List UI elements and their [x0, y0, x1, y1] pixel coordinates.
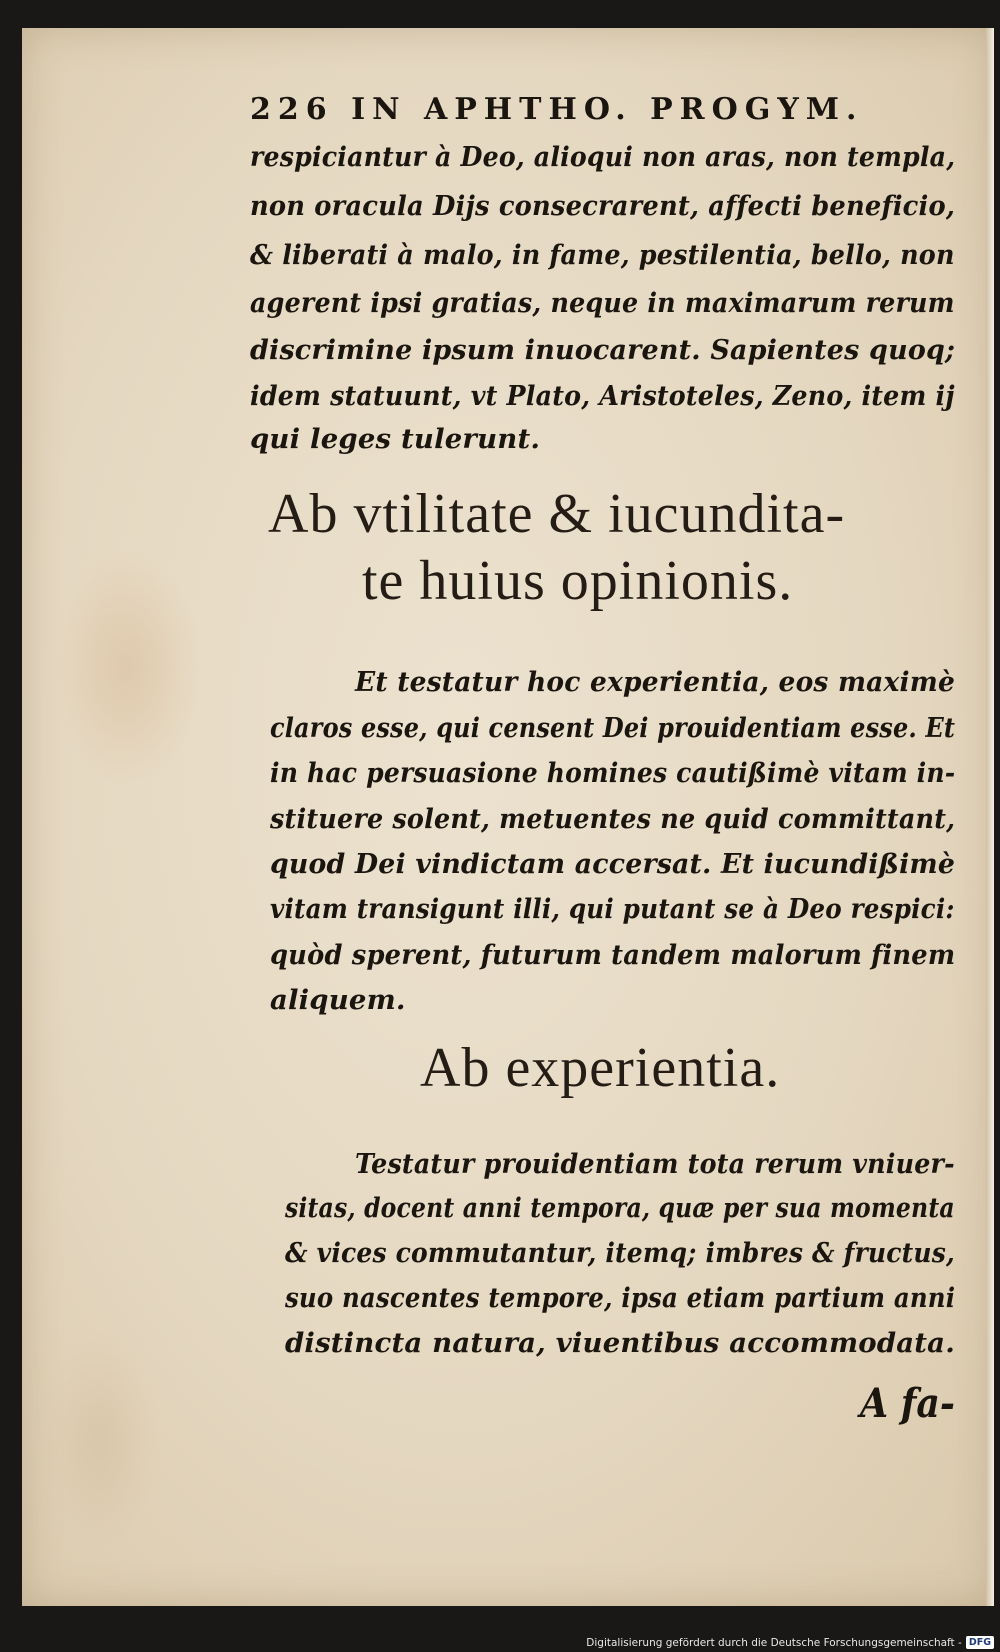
body-line: idem statuunt, vt Plato, Aristoteles, Zeno, item ij [250, 380, 955, 412]
body-line: Testatur prouidentiam tota rerum vniuer- [355, 1148, 955, 1180]
body-line: & vices commutantur, itemq; imbres & fructus, [285, 1237, 955, 1269]
section-heading: Ab vtilitate & iucundita- [268, 483, 846, 545]
page-stain [42, 1328, 162, 1548]
body-line: Et testatur hoc experientia, eos maximè [355, 666, 956, 698]
body-line: distincta natura, viuentibus accommodata. [285, 1327, 955, 1359]
body-line: stituere solent, metuentes ne quid committant, [270, 803, 956, 835]
body-line: vitam transigunt illi, qui putant se à Deo respici: [270, 893, 955, 925]
funding-footer [586, 1636, 994, 1649]
section-heading: te huius opinionis. [362, 550, 794, 612]
body-line: qui leges tulerunt. [250, 423, 541, 455]
body-line: claros esse, qui censent Dei prouidentiam esse. Et [270, 712, 956, 744]
section-heading: Ab experientia. [420, 1037, 781, 1099]
body-line: suo nascentes tempore, ipsa etiam partium anni [285, 1282, 956, 1314]
running-head: 226 IN APHTHO. PROGYM. [250, 92, 864, 127]
catchword: A fa- [860, 1380, 955, 1427]
body-line: quod Dei vindictam accersat. Et iucundißimè [270, 848, 956, 880]
body-line: sitas, docent anni tempora, quæ per sua momenta [285, 1192, 955, 1224]
body-line: in hac persuasione homines cautißimè vitam in- [270, 757, 956, 789]
body-line: discrimine ipsum inuocarent. Sapientes quoq; [250, 334, 956, 366]
body-line: agerent ipsi gratias, neque in maximarum rerum [250, 287, 955, 319]
dfg-logo: DFG [966, 1636, 994, 1649]
body-line: & liberati à malo, in fame, pestilentia, bello, non [250, 239, 955, 271]
body-line: non oracula Dijs consecrarent, affecti beneficio, [250, 190, 956, 222]
body-line: aliquem. [270, 984, 406, 1016]
page-edge [986, 28, 994, 1606]
page-stain [52, 548, 202, 788]
funding-notice: Digitalisierung gefördert durch die Deutsche Forschungsgemeinschaft - [586, 1636, 962, 1649]
body-line: quòd sperent, futurum tandem malorum finem [270, 939, 956, 971]
body-line: respiciantur à Deo, alioqui non aras, non templa, [250, 141, 956, 173]
